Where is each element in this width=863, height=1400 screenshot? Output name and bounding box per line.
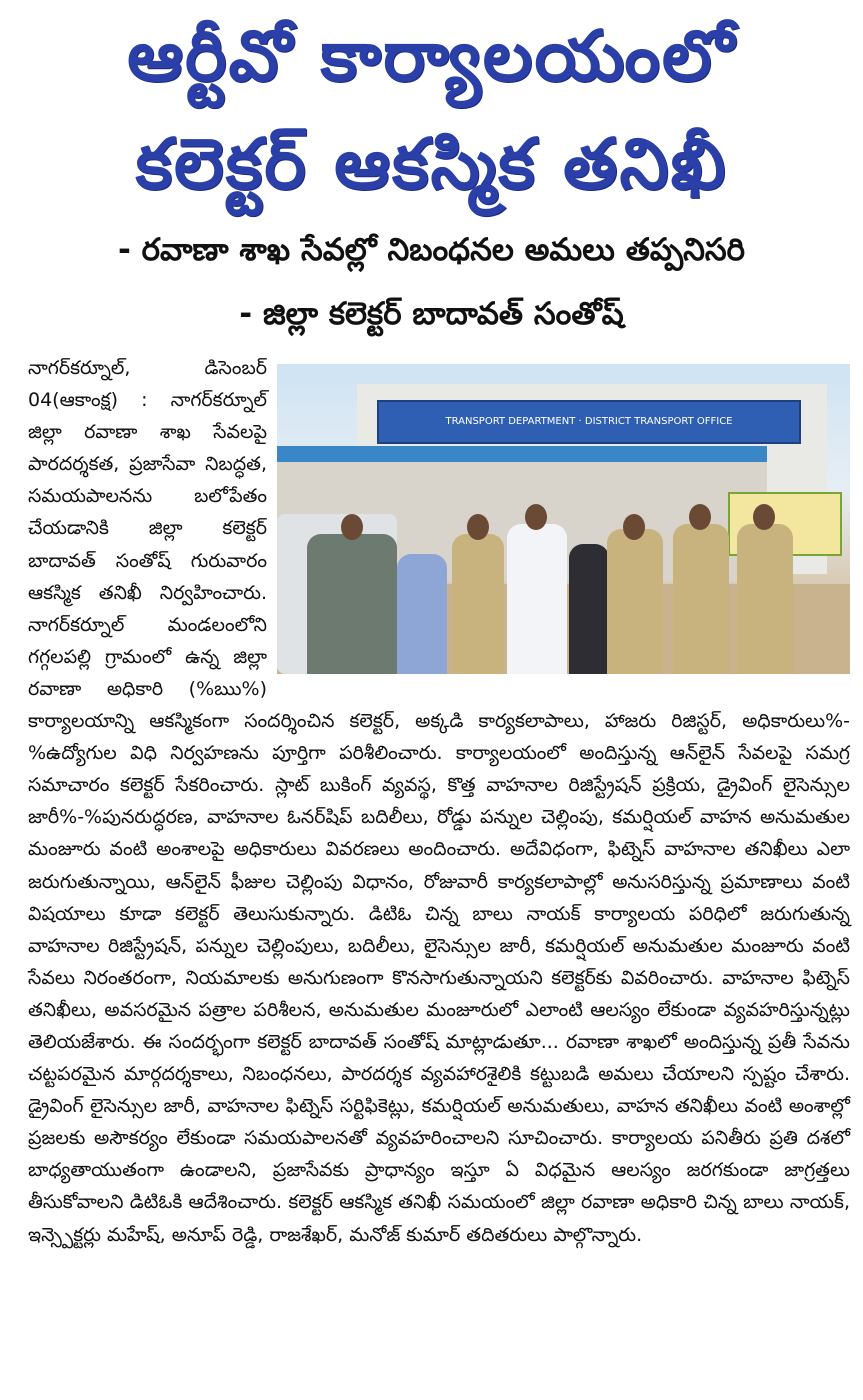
headline-line-2: కలెక్టర్ ఆకస్మిక తనిఖీ [135,123,728,205]
person-4-head [525,504,547,530]
person-7-head [689,504,711,530]
person-4 [507,524,567,674]
person-7 [673,524,729,674]
news-photo [277,364,850,674]
person-6-head [623,514,645,540]
person-5 [569,544,609,674]
person-8-head [753,504,775,530]
person-3-head [467,514,489,540]
article-body: నాగర్‌కర్నూల్, డిసెంబర్ 04(ఆకాంక్ష) : నాగర్‌కర్నూల్ జిల్లా రవాణా శాఖ సేవలపై పారదర్శకత, ప్రజాసేవా నిబద్ధత, సమయపాలనను బలోపేతం చేయడానికి జిల్లా కలెక్టర్ బాదావత్ సంతోష్ గురువారం ఆకస్మిక తనిఖీ నిర్వహించారు. నాగర్‌కర్నూల్ మండలంలోని గగ్గలపల్లి గ్రామంలో ఉన్న జిల్లా రవాణా అధికారి (%ఋ%) కార్యాలయాన్ని ఆకస్మికంగా సందర్శించిన కలెక్టర్, అక్కడి కార్యకలాపాలు, హాజరు రిజిస్టర్, అధికారులు%-%ఉద్యోగుల విధి నిర్వహణను పూర్తిగా పరిశీలించారు. కార్యాలయంలో అందిస్తున్న ఆన్‌లైన్ సేవలపై సమగ్ర సమాచారం కలెక్టర్ సేకరించారు. స్లాట్ బుకింగ్ వ్యవస్థ, కొత్త వాహనాల రిజిస్ట్రేషన్ ప్రక్రియ, డ్రైవింగ్ లైసెన్సుల జారీ%-%పునరుద్ధరణ, వాహనాల ఓనర్‌షిప్ బదిలీలు, రోడ్డు పన్నుల చెల్లింపు, కమర్షియల్ వాహన అనుమతుల మంజూరు వంటి అంశాలపై అధికారులు వివరణలు అందించారు. అదేవిధంగా, ఫిట్నెస్ వాహనాల తనిఖీలు ఎలా జరుగుతున్నాయి, ఆన్‌లైన్ ఫీజుల చెల్లింపు విధానం, రోజువారీ కార్యకలాపాల్లో అనుసరిస్తున్న ప్రమాణాలు వంటి విషయాలు కూడా కలెక్టర్ తెలుసుకున్నారు. డిటిఓ చిన్న బాలు నాయక్ కార్యాలయ పరిధిలో జరుగుతున్న వాహనాల రిజిస్ట్రేషన్, పన్నుల చెల్లింపులు, బదిలీలు, లైసెన్సుల జారీ, కమర్షియల్ అనుమతుల మంజూరు వంటి సేవలు నిరంతరంగా, నియమాలకు అనుగుణంగా కొనసాగుతున్నాయని కలెక్టర్‌కు వివరించారు. వాహనాల ఫిట్నెస్ తనిఖీలు, అవసరమైన పత్రాల పరిశీలన, అనుమతుల మంజూరులో ఎలాంటి ఆలస్యం లేకుండా వ్యవహరిస్తున్నట్లు తెలియజేశారు. ఈ సందర్భంగా కలెక్టర్ బాదావత్ సంతోష్ మాట్లాడుతూ... రవాణా శాఖలో అందిస్తున్న ప్రతీ సేవను చట్టపరమైన మార్గదర్శకాలు, నిబంధనలు, పారదర్శక వ్యవహారశైలికి కట్టుబడి అమలు చేయాలని స్పష్టం చేశారు. డ్రైవింగ్ లైసెన్సుల జారీ, వాహనాల ఫిట్నెస్ సర్టిఫికెట్లు, కమర్షియల్ అనుమతులు, వాహన తనిఖీలు వంటి అంశాల్లో ప్రజలకు అసౌకర్యం లేకుండా సమయపాలనతో వ్యవహరించాలని సూచించారు. కార్యాలయ పనితీరు ప్రతి దశలో బాధ్యతాయుతంగా ఉండాలని, ప్రజాసేవకు ప్రాధాన్యం ఇస్తూ ఏ విధమైన ఆలస్యం జరగకుండా జాగ్రత్తలు తీసుకోవాలని డిటిఓకి ఆదేశించారు. కలెక్టర్ ఆకస్మిక తనిఖీ సమయంలో జిల్లా రవాణా అధికారి చిన్న బాలు నాయక్, ఇన్స్పెక్టర్లు మహేష్, అనూప్ రెడ్డి, రాజశేఖర్, మనోజ్ కుమార్ తదితరులు పాల్గొన్నారు. [28,357,850,1246]
subheading-1: - రవాణా శాఖ సేవల్లో నిబంధనల అమలు తప్పనిసరి [117,232,745,268]
office-signboard: TRANSPORT DEPARTMENT · DISTRICT TRANSPORT OFFICE [377,400,801,444]
article [28,352,850,1251]
person-2 [397,554,447,674]
person-6 [607,529,663,674]
entrance-canopy [277,446,767,462]
person-3 [452,534,504,674]
person-1-head [341,514,363,540]
person-8 [737,524,793,674]
headline-line-1: ఆర్టీవో కార్యాలయంలో [127,15,736,97]
subheading-2: - జిల్లా కలెక్టర్ బాదావత్ సంతోష్ [239,296,624,332]
person-1 [307,534,397,674]
